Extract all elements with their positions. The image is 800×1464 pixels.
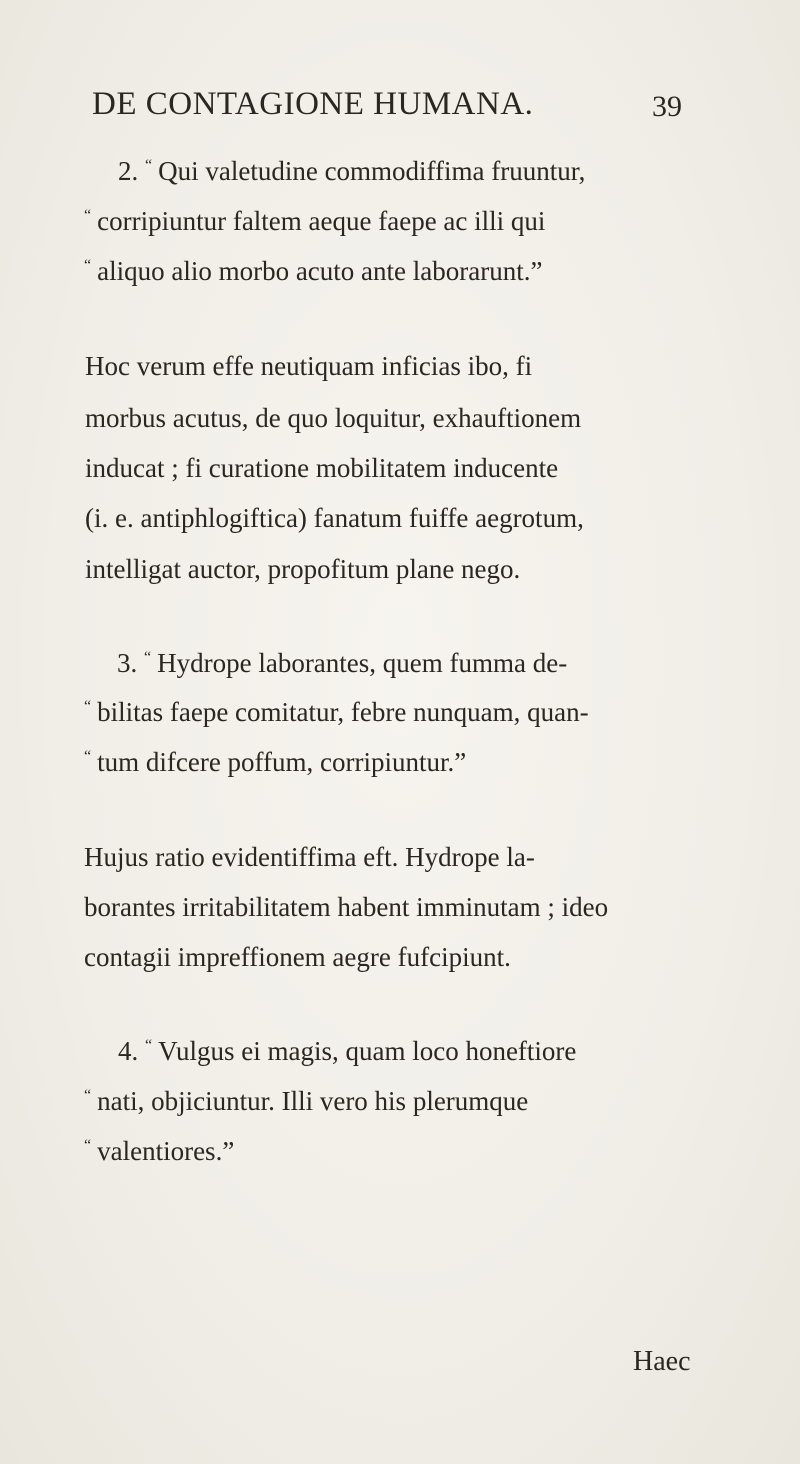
item-number: 2. bbox=[118, 156, 139, 186]
quote-mark: “ bbox=[145, 1037, 153, 1054]
text-line bbox=[84, 699, 589, 726]
line-text: tum difcere poffum, corripiuntur.” bbox=[97, 747, 467, 777]
text-line bbox=[118, 1038, 576, 1065]
quote-mark: “ bbox=[84, 1137, 92, 1154]
text-line bbox=[84, 944, 511, 971]
line-text: Qui valetudine commodiffima fruuntur, bbox=[158, 156, 586, 186]
item-number: 3. bbox=[117, 648, 138, 678]
text-line bbox=[118, 158, 585, 185]
text-line bbox=[85, 556, 520, 583]
item-number: 4. bbox=[118, 1036, 139, 1066]
line-text: morbus acutus, de quo loquitur, exhauftionem bbox=[85, 403, 582, 433]
line-text: Hydrope laborantes, quem fumma de- bbox=[157, 648, 568, 678]
quote-mark: “ bbox=[84, 207, 92, 224]
text-line bbox=[117, 650, 567, 677]
text-line bbox=[84, 1138, 234, 1165]
line-text: contagii impreffionem aegre fufcipiunt. bbox=[84, 942, 511, 972]
quote-mark: “ bbox=[84, 748, 92, 765]
line-text: Hoc verum effe neutiquam inficias ibo, fi bbox=[85, 351, 533, 381]
line-text: bilitas faepe comitatur, febre nunquam, quan- bbox=[97, 697, 589, 727]
quote-mark: “ bbox=[144, 649, 152, 666]
page-number: 39 bbox=[652, 90, 682, 123]
text-line bbox=[85, 405, 581, 432]
text-line bbox=[84, 1088, 528, 1115]
line-text: Vulgus ei magis, quam loco honeftiore bbox=[158, 1036, 577, 1066]
quote-mark: “ bbox=[84, 1087, 92, 1104]
running-head: DE CONTAGIONE HUMANA. bbox=[92, 86, 534, 122]
text-line bbox=[84, 208, 545, 235]
line-text: nati, objiciuntur. Illi vero his plerumque bbox=[97, 1086, 529, 1116]
quote-mark: “ bbox=[84, 698, 92, 715]
line-text: inducat ; fi curatione mobilitatem inducente bbox=[85, 453, 559, 483]
page-header bbox=[92, 86, 712, 126]
text-line bbox=[84, 894, 608, 921]
line-text: (i. e. antiphlogiftica) fanatum fuiffe aegrotum, bbox=[85, 503, 584, 533]
line-text: borantes irritabilitatem habent imminutam ; ideo bbox=[84, 892, 609, 922]
catchword: Haec bbox=[633, 1346, 691, 1377]
text-line bbox=[84, 844, 535, 871]
line-text: corripiuntur faltem aeque faepe ac illi qui bbox=[97, 206, 546, 236]
line-text: valentiores.” bbox=[97, 1136, 235, 1166]
text-line bbox=[84, 749, 466, 776]
text-line bbox=[84, 258, 542, 285]
quote-mark: “ bbox=[145, 157, 153, 174]
text-line bbox=[85, 505, 584, 532]
line-text: Hujus ratio evidentiffima eft. Hydrope la- bbox=[84, 842, 535, 872]
text-line bbox=[85, 353, 532, 380]
text-line bbox=[85, 455, 558, 482]
quote-mark: “ bbox=[84, 257, 92, 274]
line-text: aliquo alio morbo acuto ante laborarunt.” bbox=[97, 256, 543, 286]
line-text: intelligat auctor, propofitum plane nego. bbox=[85, 554, 521, 584]
